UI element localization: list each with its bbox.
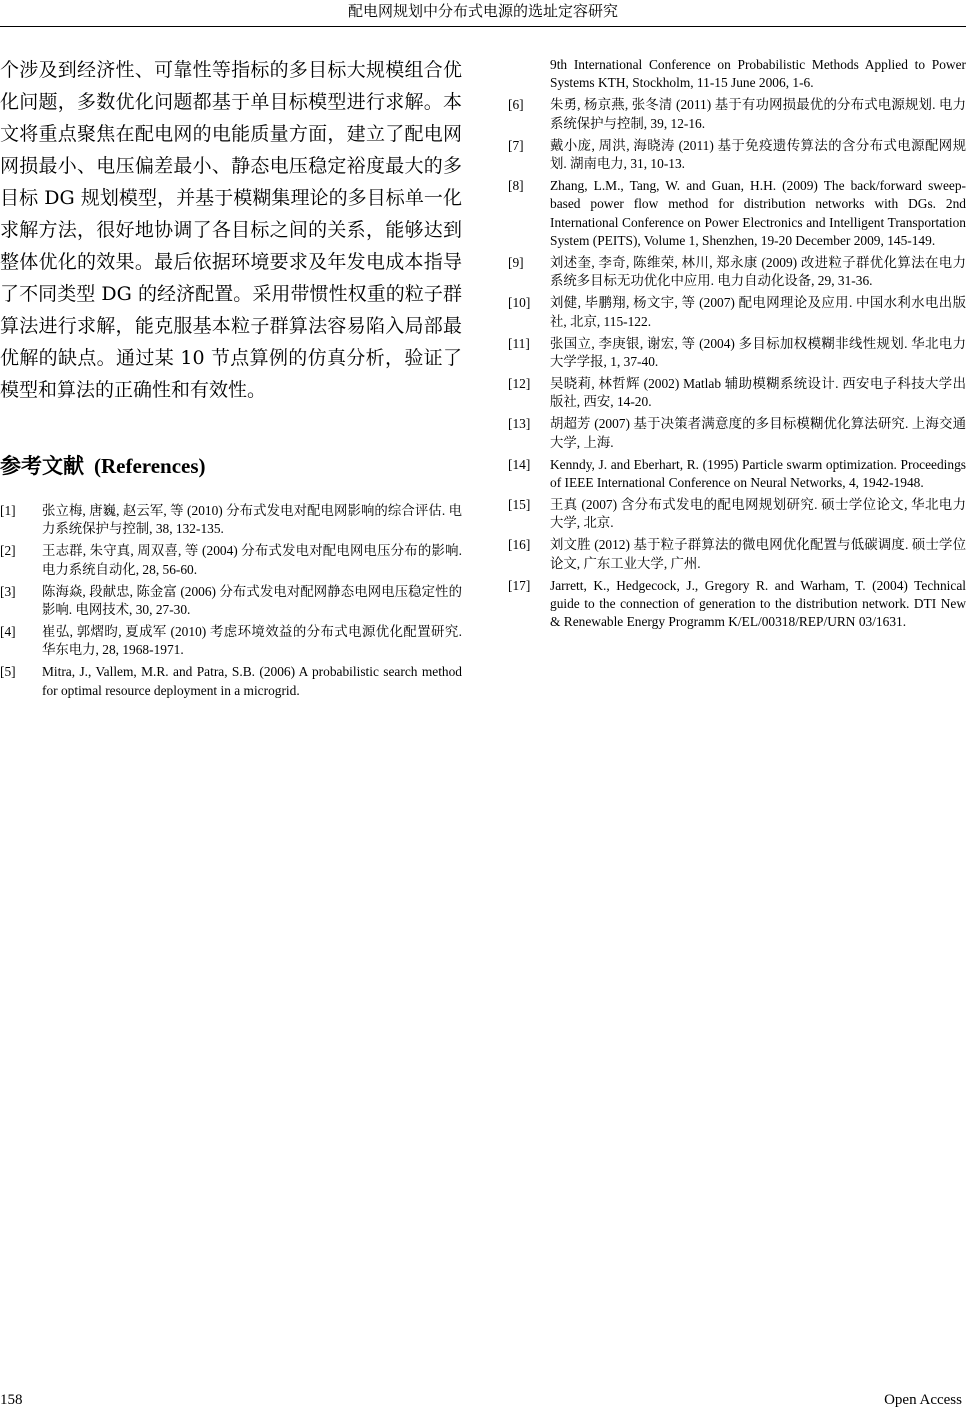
reference-number: [17] <box>508 577 531 593</box>
reference-number: [16] <box>508 537 531 553</box>
reference-item <box>508 294 966 331</box>
open-access-label: Open Access <box>884 1392 962 1408</box>
reference-item <box>508 254 966 291</box>
reference-text: 刘文胜 (2012) 基于粒子群算法的微电网优化配置与低碳调度. 硕士学位论文, 广东工业大学, 广州. <box>550 537 966 571</box>
reference-text: Mitra, J., Vallem, M.R. and Patra, S.B. (2006) A probabilistic search method for optimal resource deployment in a microgrid. <box>42 664 462 698</box>
reference-number: [2] <box>0 543 16 559</box>
reference-item <box>508 335 966 372</box>
reference-text: 陈海焱, 段献忠, 陈金富 (2006) 分布式发电对配网静态电网电压稳定性的影响. 电网技术, 30, 27-30. <box>42 583 462 618</box>
references-heading-cn: 参考文献 <box>0 453 84 478</box>
reference-text: 刘健, 毕鹏翔, 杨文宇, 等 (2007) 配电网理论及应用. 中国水利水电出版社, 北京, 115-122. <box>550 295 966 329</box>
running-header <box>0 0 966 27</box>
reference-text: Jarrett, K., Hedgecock, J., Gregory R. and Warham, T. (2004) Technical guide to the connection of generation to the distribution network. DTI New & Renewable Energy Programm K/EL/00318/REP/URN 03/1631. <box>550 577 966 630</box>
reference-text: 张国立, 李庚银, 谢宏, 等 (2004) 多目标加权模糊非线性规划. 华北电力大学学报, 1, 37-40. <box>550 335 966 370</box>
reference-number: [15] <box>508 496 531 512</box>
reference-number: [13] <box>508 416 531 432</box>
reference-number: [4] <box>0 623 16 639</box>
reference-item <box>0 502 462 539</box>
reference-number: [12] <box>508 376 531 391</box>
reference-text: 朱勇, 杨京燕, 张冬清 (2011) 基于有功网损最优的分布式电源规划. 电力系统保护与控制, 39, 12-16. <box>550 97 966 131</box>
reference-number: [1] <box>0 503 16 518</box>
reference-text: 胡超芳 (2007) 基于决策者满意度的多目标模糊优化算法研究. 上海交通大学, 上海. <box>550 416 966 450</box>
page-number: 158 <box>0 1392 23 1408</box>
right-column <box>508 56 966 635</box>
reference-5-continuation: 9th International Conference on Probabilistic Methods Applied to Power Systems KTH, Stockholm, 11-15 June 2006, 1-6. <box>550 57 966 91</box>
reference-text: 张立梅, 唐巍, 赵云军, 等 (2010) 分布式发电对配电网影响的综合评估. 电力系统保护与控制, 38, 132-135. <box>42 503 462 537</box>
reference-item <box>0 583 462 620</box>
reference-item <box>0 623 462 660</box>
running-header-title: 配电网规划中分布式电源的选址定容研究 <box>347 2 618 20</box>
reference-text: 崔弘, 郭熠昀, 夏成军 (2010) 考虑环境效益的分布式电源优化配置研究. 华东电力, 28, 1968-1971. <box>42 623 462 658</box>
reference-number: [5] <box>0 664 16 680</box>
reference-item <box>0 663 462 700</box>
reference-number: [7] <box>508 137 524 153</box>
reference-item <box>508 577 966 632</box>
reference-item <box>0 542 462 579</box>
references-heading-en: (References) <box>94 454 206 478</box>
reference-item <box>508 137 966 174</box>
reference-list-left <box>0 502 462 700</box>
reference-text: 刘述奎, 李奇, 陈维荣, 林川, 郑永康 (2009) 改进粒子群优化算法在电力系统多目标无功优化中应用. 电力自动化设备, 29, 31-36. <box>550 255 966 289</box>
left-column <box>0 54 462 704</box>
reference-number: [3] <box>0 583 16 599</box>
reference-list-right <box>508 96 966 631</box>
reference-number: [10] <box>508 295 531 311</box>
reference-number: [9] <box>508 255 524 271</box>
reference-item <box>508 375 966 412</box>
reference-item <box>508 415 966 452</box>
reference-item <box>508 177 966 251</box>
reference-text: 王志群, 朱守真, 周双喜, 等 (2004) 分布式发电对配电网电压分布的影响. 电力系统自动化, 28, 56-60. <box>42 543 462 577</box>
reference-number: [11] <box>508 335 530 351</box>
reference-text: Kenndy, J. and Eberhart, R. (1995) Particle swarm optimization. Proceedings of IEEE International Conference on Neural Networks, 4, 1942-1948. <box>550 456 966 491</box>
reference-item <box>508 456 966 493</box>
reference-number: [14] <box>508 456 531 472</box>
references-heading <box>0 450 462 482</box>
reference-item <box>508 496 966 533</box>
reference-text: Zhang, L.M., Tang, W. and Guan, H.H. (2009) The back/forward sweep-based power flow method for distribution networks with DGs. 2nd International Conference on Power Electronics and Intelligent Transportation System (PEITS), Volume 1, Shenzhen, 19-20 December 2009, 145-149. <box>550 177 966 249</box>
body-paragraph: 个涉及到经济性、可靠性等指标的多目标大规模组合优化问题，多数优化问题都基于单目标模型进行求解。本文将重点聚焦在配电网的电能质量方面，建立了配电网网损最小、电压偏差最小、静态电压稳定裕度最大的多目标 DG 规划模型，并基于模糊集理论的多目标单一化求解方法，很好地协调了各目标之间的关系，能够达到整体优化的效果。最后依据环境要求及年发电成本指导了不同类型 DG 的经济配置。采用带惯性权重的粒子群算法进行求解，能克服基本粒子群算法容易陷入局部最优解的缺点。通过某 10 节点算例的仿真分析，验证了模型和算法的正确性和有效性。 <box>0 59 462 401</box>
reference-text: 戴小庞, 周洪, 海晓涛 (2011) 基于免疫遗传算法的含分布式电源配网规划. 湖南电力, 31, 10-13. <box>550 137 966 172</box>
reference-text: 吴晓莉, 林哲辉 (2002) Matlab 辅助模糊系统设计. 西安电子科技大学出版社, 西安, 14-20. <box>550 376 966 410</box>
reference-item <box>508 96 966 133</box>
reference-number: [6] <box>508 97 524 113</box>
reference-item <box>508 536 966 573</box>
reference-text: 王真 (2007) 含分布式发电的配电网规划研究. 硕士学位论文, 华北电力大学, 北京. <box>550 496 966 531</box>
reference-number: [8] <box>508 177 524 193</box>
